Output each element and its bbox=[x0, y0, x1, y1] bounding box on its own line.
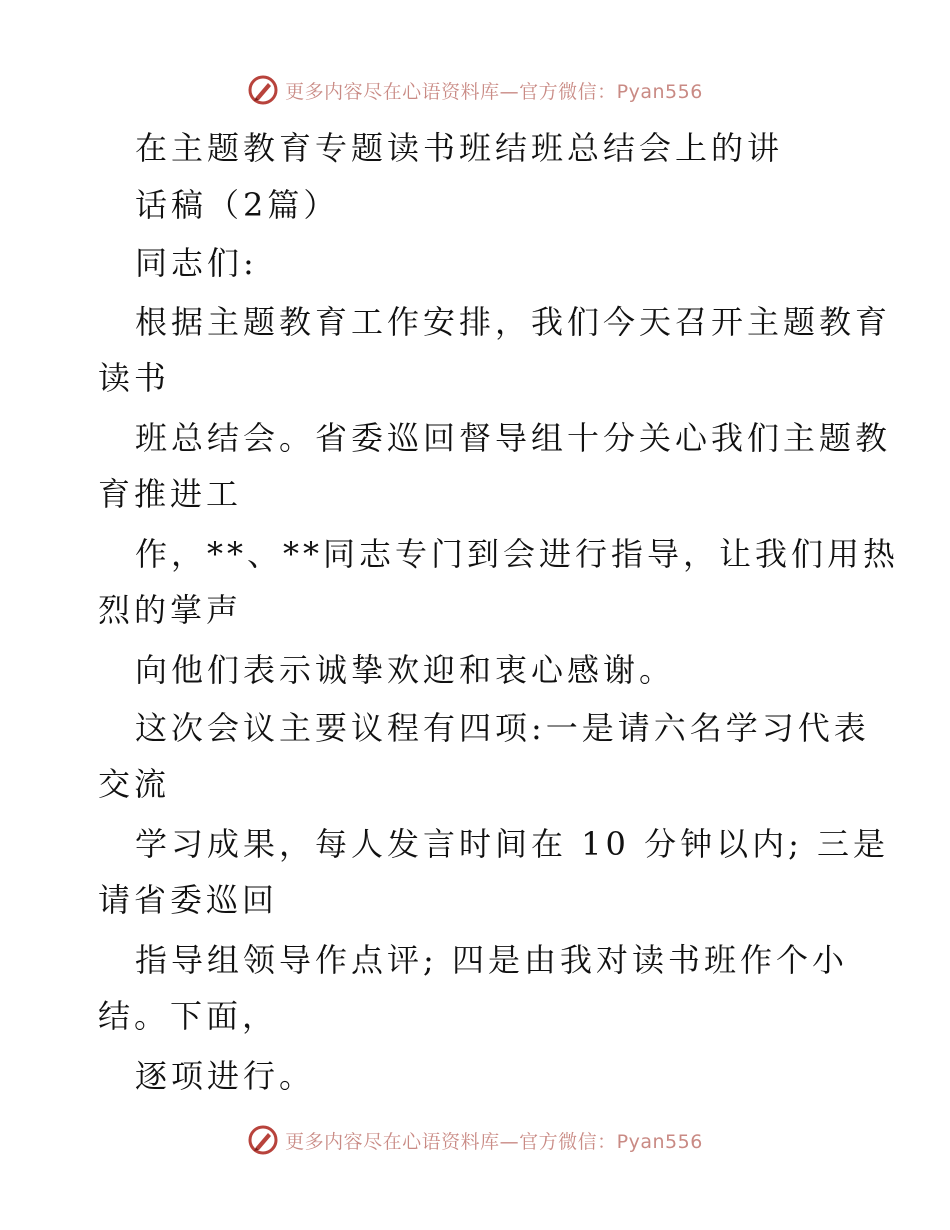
pen-circle-logo-icon bbox=[247, 74, 279, 106]
watermark-text: 更多内容尽在心语资料库—官方微信：Pyan556 bbox=[285, 1130, 703, 1153]
paragraph-line: 班总结会。省委巡回督导组十分关心我们主题教 bbox=[135, 419, 892, 457]
doc-title-line-2: 话稿（2篇） bbox=[135, 186, 340, 224]
paragraph-line: 向他们表示诚挚欢迎和衷心感谢。 bbox=[135, 651, 676, 689]
paragraph-line: 育推进工 bbox=[98, 475, 243, 513]
salutation: 同志们: bbox=[135, 244, 258, 282]
pen-circle-logo-icon bbox=[247, 1124, 279, 1156]
paragraph-line: 读书 bbox=[98, 359, 171, 397]
paragraph-line: 请省委巡回 bbox=[98, 881, 279, 919]
paragraph-line: 逐项进行。 bbox=[135, 1057, 316, 1095]
paragraph-line: 学习成果，每人发言时间在 10 分钟以内; 三是 bbox=[135, 825, 890, 863]
paragraph-line: 指导组领导作点评; 四是由我对读书班作个小 bbox=[135, 941, 848, 979]
header-watermark bbox=[0, 70, 950, 110]
doc-title-line-1: 在主题教育专题读书班结班总结会上的讲 bbox=[135, 129, 784, 167]
footer-watermark bbox=[0, 1120, 950, 1160]
paragraph-line: 烈的掌声 bbox=[98, 591, 243, 629]
paragraph-line: 作，**、**同志专门到会进行指导，让我们用热 bbox=[135, 535, 900, 573]
watermark-text: 更多内容尽在心语资料库—官方微信：Pyan556 bbox=[285, 80, 703, 103]
paragraph-line: 这次会议主要议程有四项:一是请六名学习代表 bbox=[135, 709, 870, 747]
paragraph-line: 交流 bbox=[98, 765, 171, 803]
paragraph-line: 结。下面， bbox=[98, 997, 279, 1035]
paragraph-line: 根据主题教育工作安排，我们今天召开主题教育 bbox=[135, 303, 892, 341]
